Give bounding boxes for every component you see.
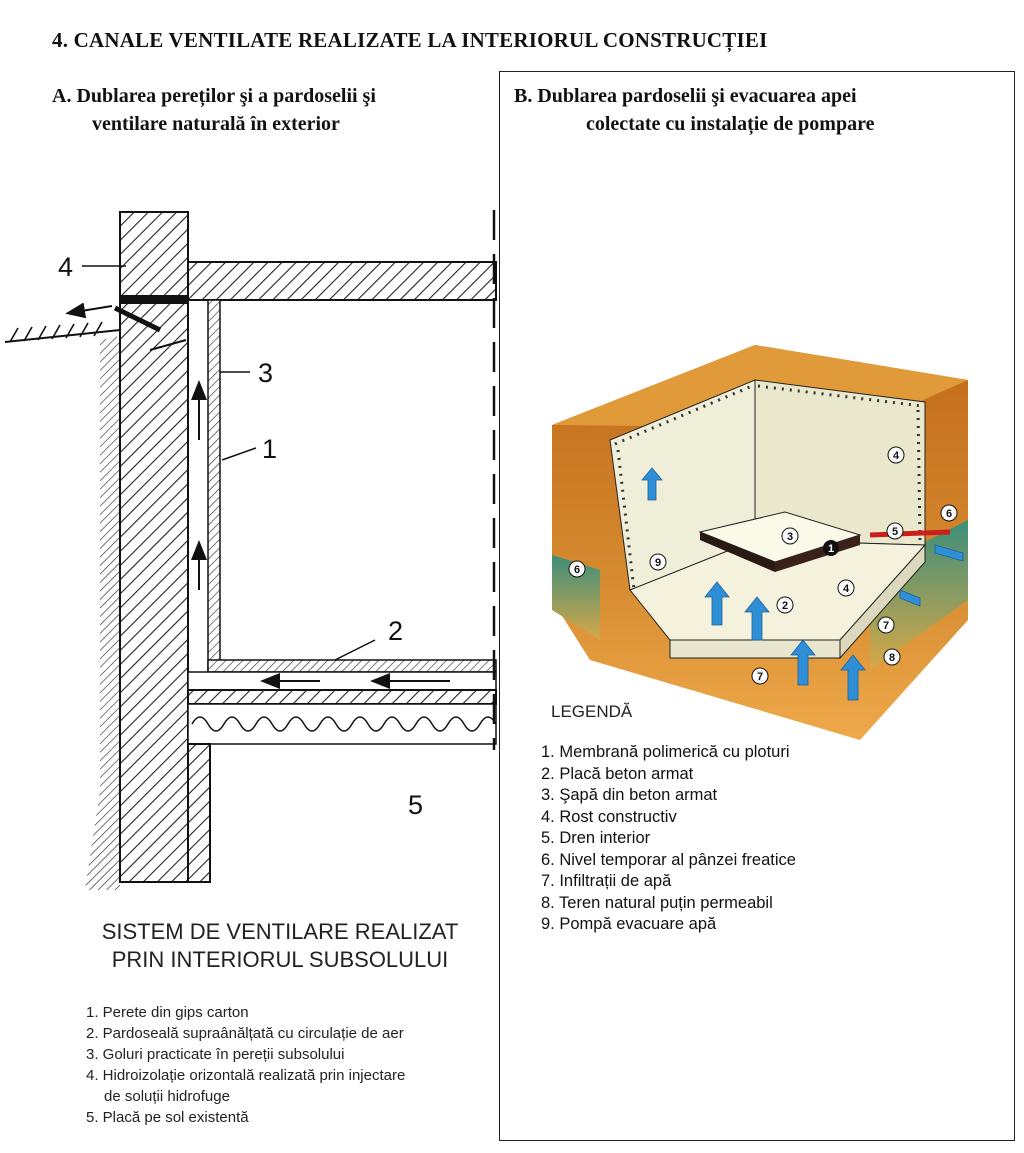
marker-5: 5 [891,526,899,538]
marker-2: 2 [781,600,789,612]
ground-line [5,322,120,342]
legend-a-item: 5. Placă pe sol existentă [86,1109,249,1126]
section-a-legend [86,1002,405,1128]
raised-floor [208,660,496,672]
legend-a-item: 3. Goluri practicate în pereții subsolului [86,1046,345,1063]
marker-8: 8 [888,652,896,664]
section-a-heading-line1: A. Dublarea pereților şi a pardoselii şi [52,85,376,107]
caption-line1: SISTEM DE VENTILARE REALIZAT [101,919,459,944]
ceiling-slab [188,262,496,300]
legend-a-item: 2. Pardoseală supraânălțată cu circulație de aer [86,1025,404,1042]
gravel-layer [188,704,496,744]
legend-a-item: de soluții hidrofuge [104,1088,230,1105]
section-b-heading [514,82,874,138]
section-a-heading [52,82,376,138]
legend-b-item: 8. Teren natural puțin permeabil [541,893,773,912]
legend-b-item: 3. Şapă din beton armat [541,786,718,804]
marker-7: 7 [756,671,764,683]
marker-3: 3 [786,531,794,543]
soil-outside [85,336,120,890]
legend-a-item: 1. Perete din gips carton [86,1004,249,1021]
marker-6b: 6 [573,564,581,576]
section-a-caption [0,918,560,974]
marker-6: 6 [945,508,953,520]
legend-b-item: 5. Dren interior [541,829,651,847]
legend-b-item: 6. Nivel temporar al pânzei freatice [541,850,796,869]
legend-a-item: 4. Hidroizolație orizontală realizată prin injectare [86,1067,406,1084]
callout-1: 1 [262,434,278,464]
section-b-legend [541,742,796,936]
page-title: 4. CANALE VENTILATE REALIZATE LA INTERIORUL CONSTRUCȚIEI [52,28,768,52]
marker-1: 1 [827,543,835,555]
callout-4: 4 [58,252,74,282]
basement-cutaway-illustration [540,340,980,750]
legend-b-item: 7. Infiltrații de apă [541,872,672,890]
callout-2: 2 [388,616,404,646]
marker-7b: 7 [882,620,890,632]
marker-4: 4 [892,450,900,462]
legend-b-item: 9. Pompă evacuare apă [541,915,717,933]
section-b-heading-line2: colectate cu instalație de pompare [586,113,875,135]
footing [188,744,210,882]
section-b-heading-line1: B. Dublarea pardoselii şi evacuarea apei [514,85,857,107]
callout-5: 5 [408,790,424,820]
legend-b-item: 4. Rost constructiv [541,807,677,826]
basement-section-drawing [0,190,500,900]
marker-4b: 4 [842,583,850,595]
existing-slab [188,690,496,704]
section-a-heading-line2: ventilare naturală în exterior [92,113,340,135]
legend-b-item: 2. Placă beton armat [541,764,694,783]
gypsum-wall [208,300,220,672]
exterior-wall [120,212,188,882]
legend-b-item: 1. Membrană polimerică cu ploturi [541,743,790,761]
marker-9: 9 [654,557,662,569]
legend-b-title: LEGENDĂ [551,702,633,721]
callout-3: 3 [258,358,274,388]
injection-membrane [120,295,188,304]
caption-line2: PRIN INTERIORUL SUBSOLULUI [111,947,449,972]
